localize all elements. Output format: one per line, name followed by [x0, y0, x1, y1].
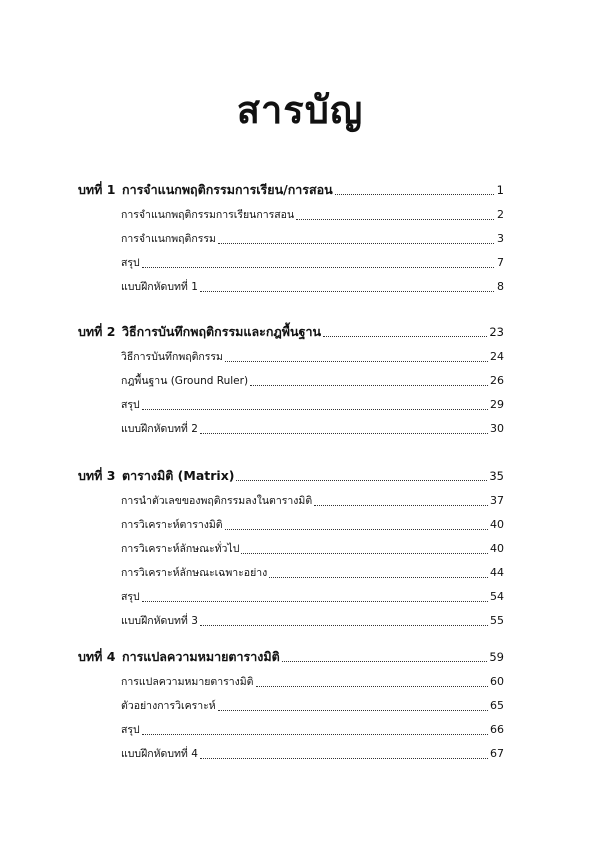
toc-section[interactable]: [121, 278, 504, 296]
chapter-title: การแปลความหมายตารางมิติ: [122, 649, 280, 664]
page-number: 35: [489, 469, 504, 483]
toc-chapter-3[interactable]: [78, 467, 504, 485]
page-number: 1: [496, 183, 504, 197]
page-number: 54: [490, 590, 504, 603]
toc-section[interactable]: [121, 540, 504, 558]
section-title: สรุป: [121, 591, 140, 603]
toc-section[interactable]: [121, 372, 504, 390]
section-title: สรุป: [121, 399, 140, 411]
section-title: การวิเคราะห์ลักษณะทั่วไป: [121, 543, 240, 555]
section-title: แบบฝึกหัดบทที่ 1: [121, 281, 198, 293]
dot-leader: [323, 336, 487, 337]
section-title: วิธีการบันทึกพฤติกรรม: [121, 351, 223, 363]
dot-leader: [296, 219, 494, 220]
section-title: แบบฝึกหัดบทที่ 4: [121, 748, 198, 760]
chapter-label: บทที่ 2: [78, 324, 116, 339]
section-title: แบบฝึกหัดบทที่ 2: [121, 423, 198, 435]
dot-leader: [200, 291, 494, 292]
page-number: 29: [490, 398, 504, 411]
page-number: 67: [490, 747, 504, 760]
page-number: 2: [497, 208, 504, 221]
page-number: 40: [490, 542, 504, 555]
dot-leader: [282, 661, 488, 662]
toc-section[interactable]: [121, 745, 504, 763]
toc-chapter-4[interactable]: [78, 648, 504, 666]
section-title: การวิเคราะห์ลักษณะเฉพาะอย่าง: [121, 567, 268, 579]
page-number: 55: [490, 614, 504, 627]
dot-leader: [218, 243, 494, 244]
dot-leader: [256, 686, 488, 687]
chapter-title: การจำแนกพฤติกรรมการเรียน/การสอน: [122, 182, 333, 197]
toc-section[interactable]: [121, 673, 504, 691]
dot-leader: [142, 734, 488, 735]
page-number: 8: [497, 280, 504, 293]
page-number: 44: [490, 566, 504, 579]
page-number: 3: [497, 232, 504, 245]
page-number: 60: [490, 675, 504, 688]
toc-section[interactable]: [121, 206, 504, 224]
dot-leader: [241, 553, 488, 554]
toc-chapter-1[interactable]: [78, 181, 504, 199]
page-number: 30: [490, 422, 504, 435]
toc-section[interactable]: [121, 230, 504, 248]
page-number: 40: [490, 518, 504, 531]
page-number: 24: [490, 350, 504, 363]
dot-leader: [225, 529, 488, 530]
dot-leader: [200, 625, 488, 626]
section-title: การนำตัวเลขของพฤติกรรมลงในตารางมิติ: [121, 495, 313, 507]
toc-section[interactable]: [121, 564, 504, 582]
dot-leader: [142, 267, 494, 268]
toc-section[interactable]: [121, 697, 504, 715]
section-title: สรุป: [121, 257, 140, 269]
section-title: การแปลความหมายตารางมิติ: [121, 676, 254, 688]
dot-leader: [142, 601, 488, 602]
page-number: 59: [489, 650, 504, 664]
chapter-title: ตารางมิติ (Matrix): [122, 468, 235, 483]
dot-leader: [335, 194, 494, 195]
dot-leader: [250, 385, 488, 386]
dot-leader: [269, 577, 488, 578]
dot-leader: [200, 433, 488, 434]
section-title: การจำแนกพฤติกรรม: [121, 233, 216, 245]
page-title: สารบัญ: [236, 88, 364, 132]
toc-section[interactable]: [121, 516, 504, 534]
dot-leader: [142, 409, 488, 410]
page-number: 65: [490, 699, 504, 712]
page-number: 37: [490, 494, 504, 507]
toc-section[interactable]: [121, 420, 504, 438]
toc-section[interactable]: [121, 612, 504, 630]
dot-leader: [236, 480, 487, 481]
section-title: แบบฝึกหัดบทที่ 3: [121, 615, 198, 627]
section-title: ตัวอย่างการวิเคราะห์: [121, 700, 216, 712]
section-title: กฎพื้นฐาน (Ground Ruler): [121, 375, 249, 387]
toc-section[interactable]: [121, 254, 504, 272]
page-number: 26: [490, 374, 504, 387]
dot-leader: [218, 710, 488, 711]
dot-leader: [225, 361, 488, 362]
page-number: 7: [497, 256, 504, 269]
chapter-label: บทที่ 4: [78, 649, 116, 664]
section-title: การวิเคราะห์ตารางมิติ: [121, 519, 223, 531]
page-number: 23: [489, 325, 504, 339]
toc-section[interactable]: [121, 721, 504, 739]
toc-section[interactable]: [121, 588, 504, 606]
toc-section[interactable]: [121, 492, 504, 510]
section-title: การจำแนกพฤติกรรมการเรียนการสอน: [121, 209, 295, 221]
chapter-label: บทที่ 3: [78, 468, 116, 483]
page-number: 66: [490, 723, 504, 736]
section-title: สรุป: [121, 724, 140, 736]
dot-leader: [200, 758, 488, 759]
chapter-title: วิธีการบันทึกพฤติกรรมและกฎพื้นฐาน: [122, 324, 322, 339]
toc-chapter-2[interactable]: [78, 323, 504, 341]
toc-section[interactable]: [121, 348, 504, 366]
chapter-label: บทที่ 1: [78, 182, 116, 197]
toc-section[interactable]: [121, 396, 504, 414]
dot-leader: [314, 505, 488, 506]
